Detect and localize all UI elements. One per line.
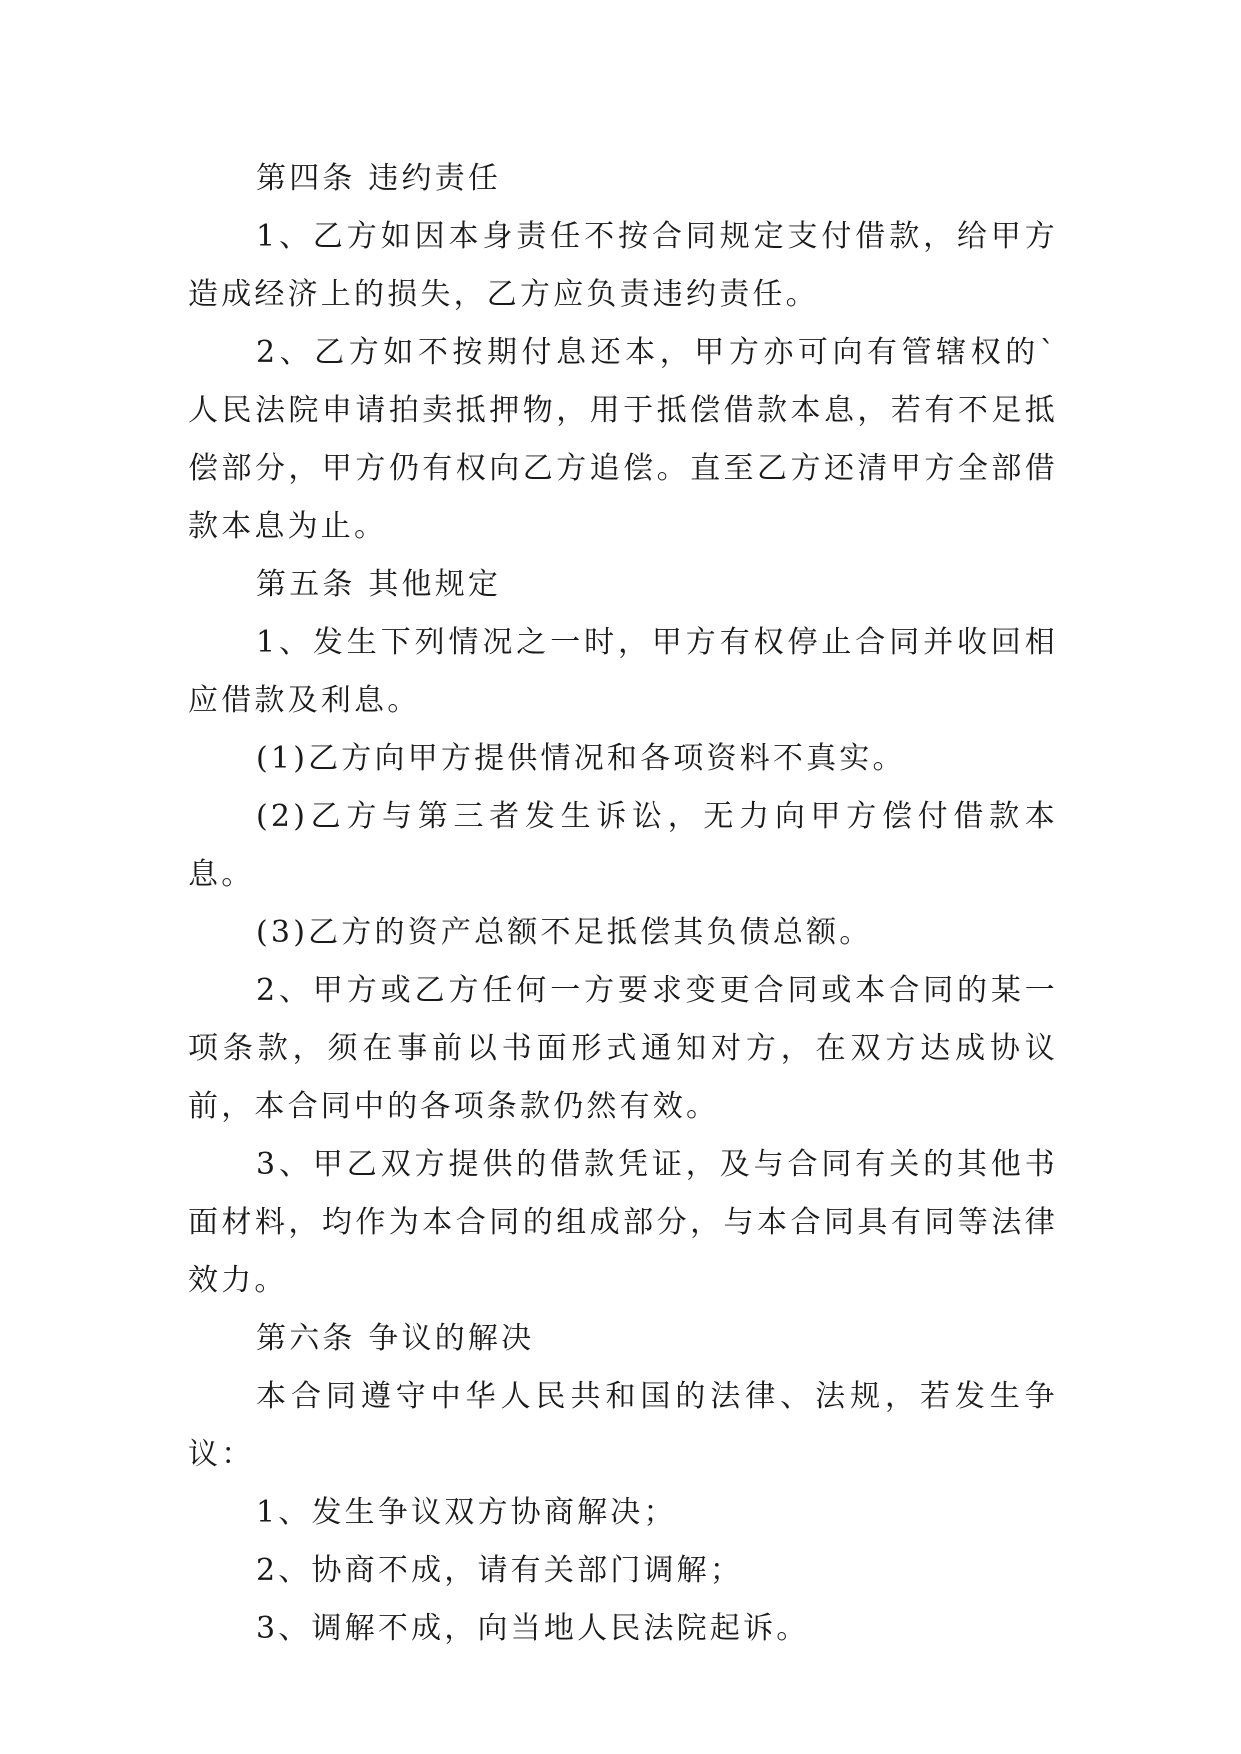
article-4-clause-1: 1、乙方如因本身责任不按合同规定支付借款，给甲方造成经济上的损失，乙方应负责违约责任。	[188, 219, 1058, 312]
article-5-heading: 第五条 其他规定	[256, 567, 502, 602]
article-5-clause-1-item-1: (1)乙方向甲方提供情况和各项资料不真实。	[256, 741, 906, 776]
article-5-clause-3: 3、甲乙双方提供的借款凭证，及与合同有关的其他书面材料，均作为本合同的组成部分，与本合同具有同等法律效力。	[188, 1147, 1058, 1298]
article-6-clause-2: 2、协商不成，请有关部门调解；	[256, 1553, 744, 1588]
article-6-clause-1: 1、发生争议双方协商解决；	[256, 1495, 677, 1530]
article-4-clause-2: 2、乙方如不按期付息还本，甲方亦可向有管辖权的`人民法院申请拍卖抵押物，用于抵偿借款本息，若有不足抵偿部分，甲方仍有权向乙方追偿。直至乙方还清甲方全部借款本息为止。	[188, 335, 1058, 544]
article-6-intro: 本合同遵守中华人民共和国的法律、法规，若发生争议：	[188, 1379, 1058, 1472]
article-5-clause-2: 2、甲方或乙方任何一方要求变更合同或本合同的某一项条款，须在事前以书面形式通知对方，在双方达成协议前，本合同中的各项条款仍然有效。	[188, 973, 1058, 1124]
article-5-clause-1: 1、发生下列情况之一时，甲方有权停止合同并收回相应借款及利息。	[188, 625, 1058, 718]
document-body	[188, 150, 1058, 1658]
article-5-clause-1-item-3: (3)乙方的资产总额不足抵偿其负债总额。	[256, 915, 873, 950]
article-5-clause-1-item-2: (2)乙方与第三者发生诉讼，无力向甲方偿付借款本息。	[188, 799, 1058, 892]
article-6-heading: 第六条 争议的解决	[256, 1321, 535, 1356]
article-4-heading: 第四条 违约责任	[256, 161, 502, 196]
article-6-clause-3: 3、调解不成，向当地人民法院起诉。	[256, 1611, 810, 1646]
